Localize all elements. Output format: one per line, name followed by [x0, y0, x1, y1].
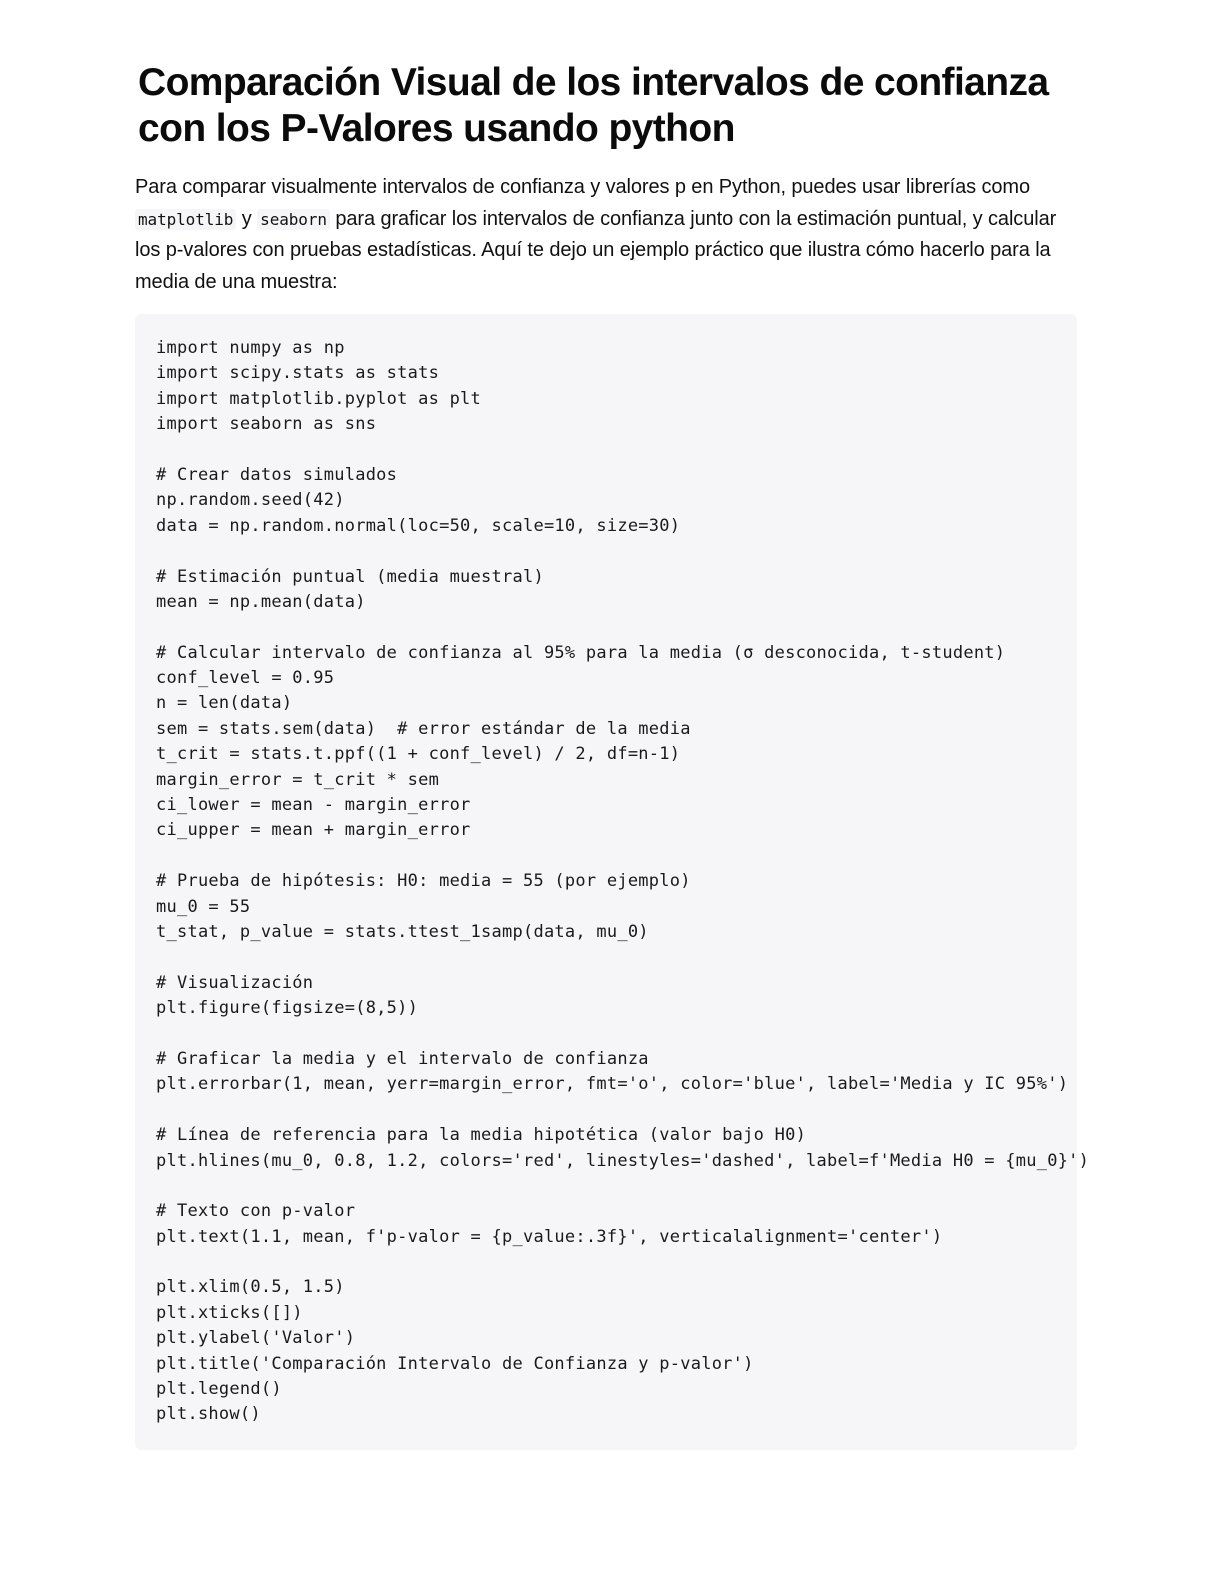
code-line: # Texto con p-valor [156, 1201, 356, 1222]
document-page [135, 60, 1090, 1425]
code-line [156, 1022, 1089, 1047]
code-line: n = len(data) [156, 693, 293, 714]
code-line: plt.xticks([]) [156, 1302, 303, 1323]
intro-text-3: para graficar los intervalos de confianza junto con la estimación puntual, y calcular los p-valores con pruebas estadísticas. Aquí te dejo un ejemplo práctico que ilustra cómo hacerlo para la media de una muestra: [135, 207, 1057, 293]
code-line: plt.title('Comparación Intervalo de Confianza y p-valor') [156, 1353, 754, 1374]
intro-text-1: Para comparar visualmente intervalos de confianza y valores p en Python, puedes usar librerías como [135, 176, 1031, 198]
code-line: np.random.seed(42) [156, 490, 345, 511]
code-line: plt.legend() [156, 1379, 282, 1400]
code-line: # Estimación puntual (media muestral) [156, 566, 544, 587]
code-line: import numpy as np [156, 338, 345, 358]
code-block[interactable] [135, 314, 1090, 1450]
code-line [156, 1174, 1089, 1199]
code-line: # Graficar la media y el intervalo de confianza [156, 1048, 649, 1069]
code-line: plt.hlines(mu_0, 0.8, 1.2, colors='red', linestyles='dashed', label=f'Media H0 = {mu_0}') [156, 1150, 1090, 1171]
code-line: conf_level = 0.95 [156, 668, 335, 689]
code-line: plt.figure(figsize=(8,5)) [156, 998, 419, 1019]
code-line: mu_0 = 55 [156, 896, 251, 917]
code-line: import matplotlib.pyplot as plt [156, 388, 482, 409]
code-line: t_crit = stats.t.ppf((1 + conf_level) / 2, df=n-1) [156, 744, 681, 765]
code-line: plt.show() [156, 1404, 261, 1425]
page-title: Comparación Visual de los intervalos de confianza con los P-Valores usando python [138, 61, 1049, 150]
code-line: plt.text(1.1, mean, f'p-valor = {p_value:.3f}', verticalalignment='center') [156, 1226, 943, 1247]
code-line: import seaborn as sns [156, 414, 377, 435]
code-line: # Visualización [156, 972, 314, 993]
code-line: margin_error = t_crit * sem [156, 769, 440, 790]
code-line [156, 1250, 1089, 1275]
code-line: # Crear datos simulados [156, 464, 398, 485]
code-line: plt.errorbar(1, mean, yerr=margin_error, fmt='o', color='blue', label='Media y IC 95%') [156, 1074, 1069, 1095]
code-line: # Calcular intervalo de confianza al 95% para la media (σ desconocida, t-student) [156, 642, 1006, 663]
code-line: import scipy.stats as stats [156, 363, 440, 384]
code-line: # Línea de referencia para la media hipotética (valor bajo H0) [156, 1125, 807, 1146]
code-line [156, 438, 1089, 463]
code-line: ci_upper = mean + margin_error [156, 820, 471, 841]
code-line: ci_lower = mean - margin_error [156, 795, 471, 816]
code-line: sem = stats.sem(data) # error estándar de la media [156, 718, 691, 739]
code-line [156, 945, 1089, 970]
inline-code-seaborn: seaborn [257, 209, 330, 230]
code-line [156, 1098, 1089, 1123]
intro-text-2: y [236, 207, 258, 230]
code-line: mean = np.mean(data) [156, 591, 366, 612]
code-line [156, 844, 1089, 869]
code-line: data = np.random.normal(loc=50, scale=10, size=30) [156, 515, 681, 536]
code-line: plt.xlim(0.5, 1.5) [156, 1277, 345, 1298]
code-lines [156, 336, 1089, 1428]
code-line [156, 539, 1089, 564]
code-line: t_stat, p_value = stats.ttest_1samp(data, mu_0) [156, 921, 649, 942]
intro-paragraph [135, 172, 1077, 298]
code-line [156, 615, 1089, 640]
inline-code-matplotlib: matplotlib [135, 209, 236, 230]
code-line: # Prueba de hipótesis: H0: media = 55 (por ejemplo) [156, 871, 691, 892]
code-line: plt.ylabel('Valor') [156, 1328, 356, 1349]
